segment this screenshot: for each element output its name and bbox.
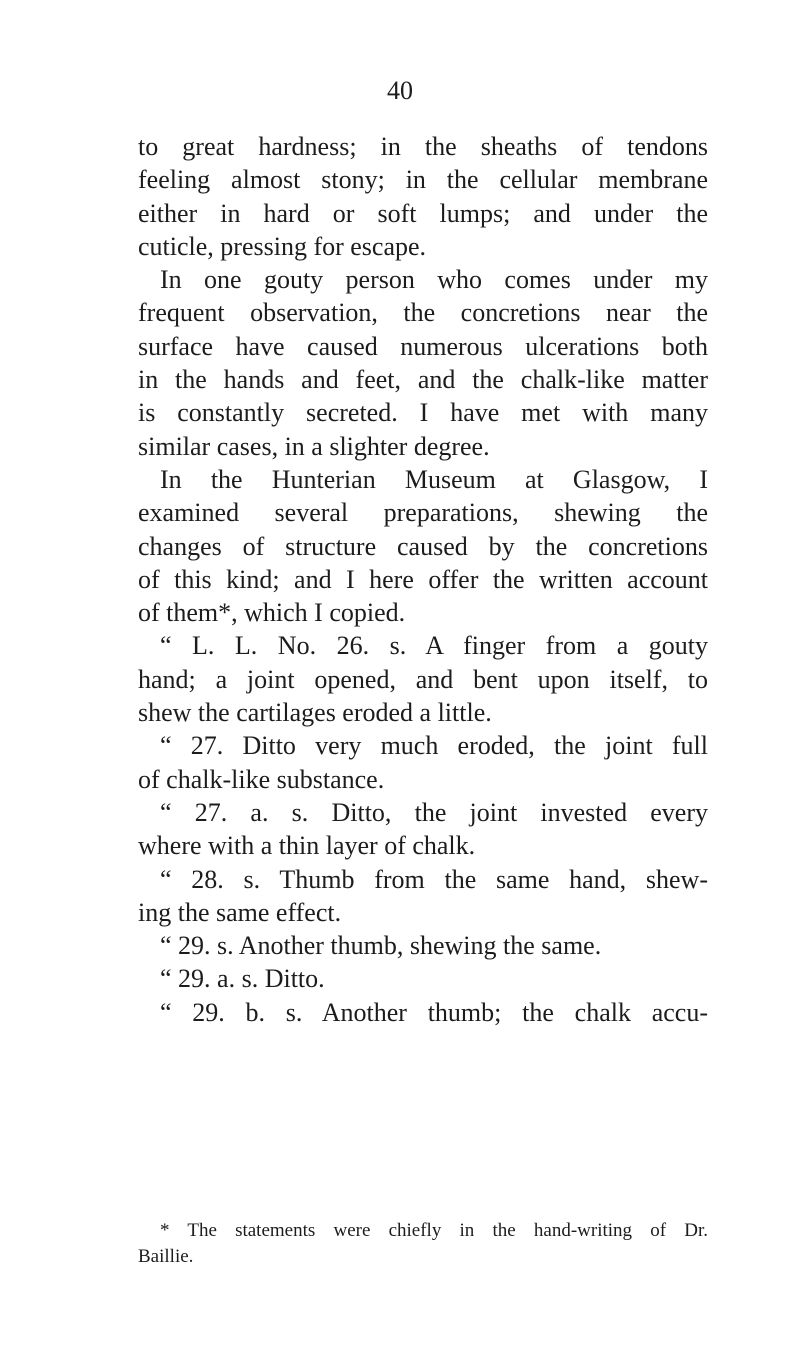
text-line: hand; a joint opened, and bent upon itself, to <box>138 664 708 694</box>
text-line: ing the same effect. <box>138 897 342 927</box>
text-line: in the hands and feet, and the chalk-like matter <box>138 365 708 395</box>
text-line: In one gouty person who comes under my <box>160 265 708 295</box>
text-line: “ 29. s. Another thumb, shewing the same. <box>160 931 602 961</box>
text-line: is constantly secreted. I have met with many <box>138 398 708 428</box>
body-text <box>138 130 708 1029</box>
text-line: of this kind; and I here offer the written account <box>138 564 708 594</box>
footnote <box>138 1218 708 1270</box>
text-line: where with a thin layer of chalk. <box>138 831 476 861</box>
text-line: frequent observation, the concretions near the <box>138 298 708 328</box>
text-line: to great hardness; in the sheaths of tendons <box>138 132 708 161</box>
footnote-line: Baillie. <box>138 1246 194 1267</box>
text-line: of them*, which I copied. <box>138 598 406 628</box>
text-line: “ 28. s. Thumb from the same hand, shew- <box>160 864 708 894</box>
text-line: surface have caused numerous ulcerations both <box>138 331 708 361</box>
text-line: similar cases, in a slighter degree. <box>138 431 490 461</box>
text-line: “ 29. b. s. Another thumb; the chalk accu- <box>160 997 708 1027</box>
text-line: either in hard or soft lumps; and under the <box>138 198 708 228</box>
text-line: “ 27. a. s. Ditto, the joint invested every <box>160 797 708 827</box>
text-line: of chalk-like substance. <box>138 764 385 794</box>
text-line: changes of structure caused by the concretions <box>138 531 708 561</box>
text-line: “ L. L. No. 26. s. A finger from a gouty <box>160 631 708 661</box>
footnote-line: * The statements were chiefly in the hand-writing of Dr. <box>160 1220 708 1241</box>
text-line: feeling almost stony; in the cellular membrane <box>138 165 708 195</box>
text-line: shew the cartilages eroded a little. <box>138 698 492 728</box>
text-line: “ 29. a. s. Ditto. <box>160 964 325 994</box>
text-line: examined several preparations, shewing the <box>138 498 708 528</box>
text-line: “ 27. Ditto very much eroded, the joint full <box>160 731 708 761</box>
text-line: cuticle, pressing for escape. <box>138 231 427 261</box>
text-line: In the Hunterian Museum at Glasgow, I <box>160 464 708 494</box>
page-number: 40 <box>387 76 413 105</box>
